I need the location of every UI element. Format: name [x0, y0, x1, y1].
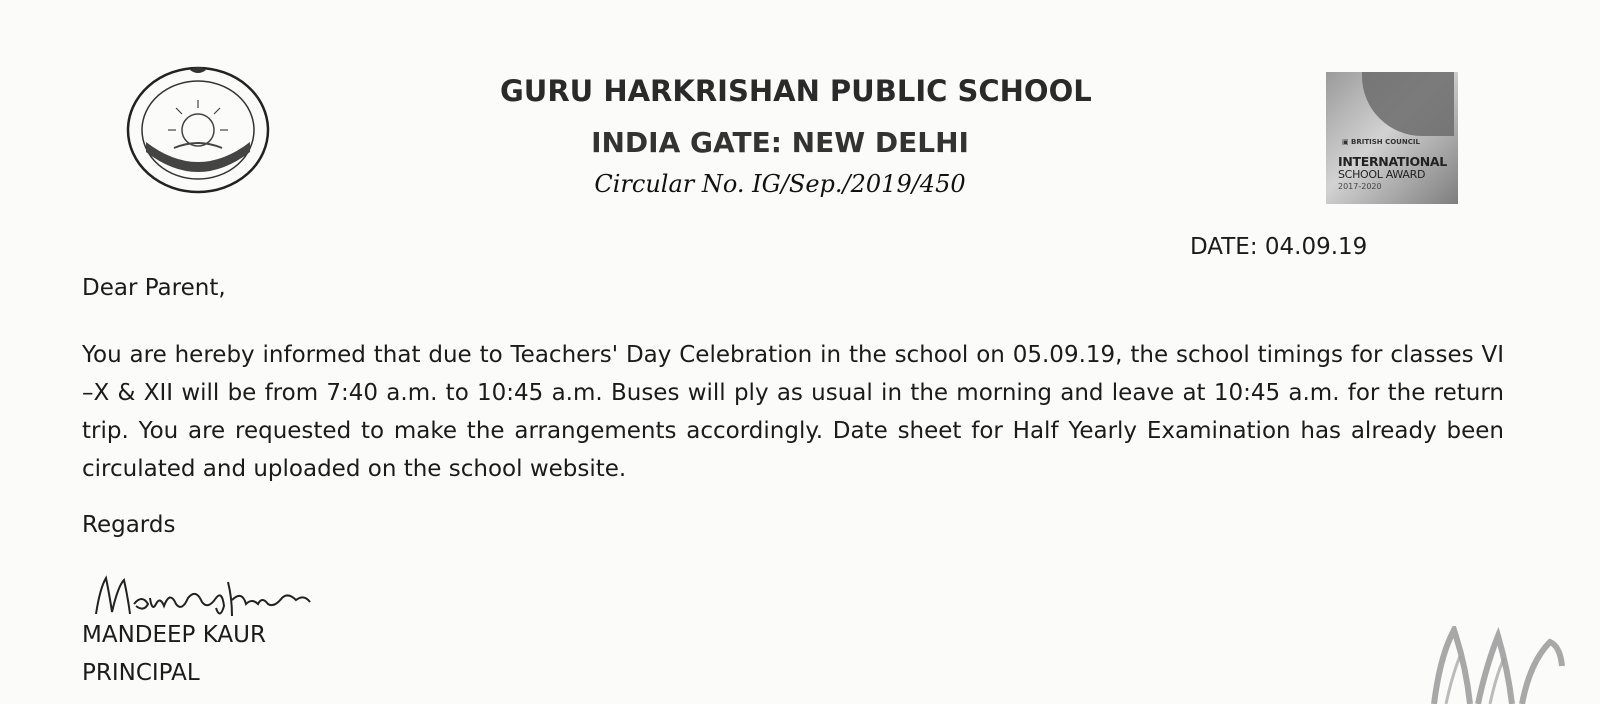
circular-body: You are hereby informed that due to Teachers' Day Celebration in the school on 05.09.19, the school timings for classes VI –X & XII will be from 7:40 a.m. to 10:45 a.m. Buses will ply as usual in the morning and leave at 10:45 a.m. for the return trip. You are requested to make the arrangements accordingly. Date sheet for Half Yearly Examination has already been circulated and uploaded on the school website.	[82, 342, 1504, 482]
school-emblem-icon	[124, 64, 272, 196]
school-location: INDIA GATE: NEW DELHI	[591, 126, 969, 159]
circular-date: DATE: 04.09.19	[1190, 234, 1368, 260]
salutation: Dear Parent,	[82, 275, 226, 301]
signatory-title: PRINCIPAL	[82, 660, 200, 686]
international-school-award-badge: ▣ BRITISH COUNCIL INTERNATIONAL SCHOOL AWARD 2017-2020	[1326, 72, 1458, 204]
school-name: GURU HARKRISHAN PUBLIC SCHOOL	[500, 74, 1092, 108]
circular-number: Circular No. IG/Sep./2019/450	[594, 170, 966, 198]
school-stamp-icon	[1426, 626, 1566, 704]
signatory-name: MANDEEP KAUR	[82, 622, 266, 648]
award-line-2: SCHOOL AWARD	[1338, 168, 1426, 181]
handwritten-signature	[92, 568, 382, 624]
closing: Regards	[82, 512, 176, 538]
award-line-1: INTERNATIONAL	[1338, 154, 1447, 169]
